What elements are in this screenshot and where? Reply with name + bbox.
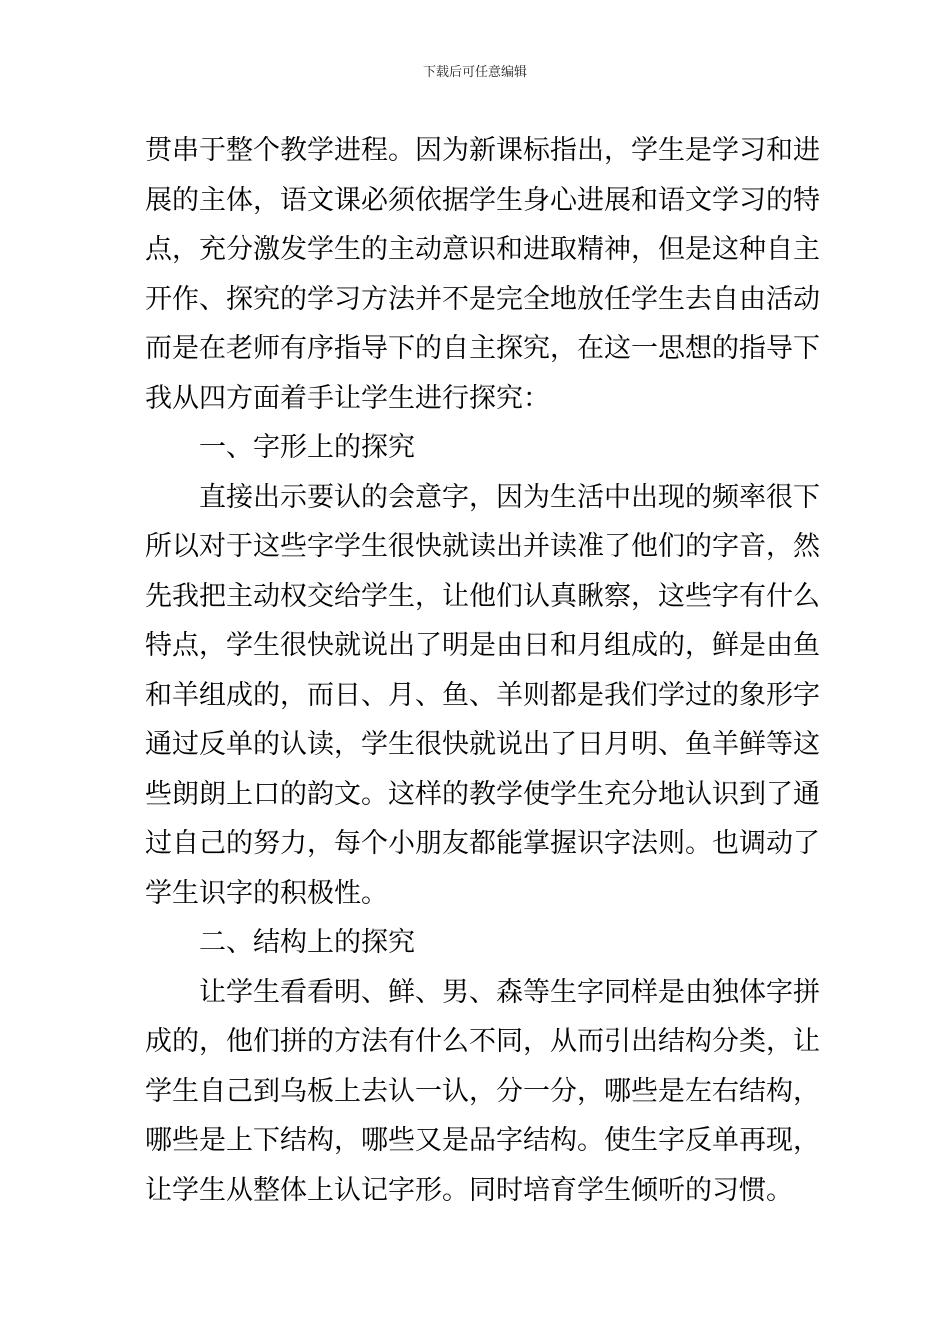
text-line: 些朗朗上口的韵文。这样的教学使学生充分地认识到了通 [145,778,820,810]
text-line: 点，充分激发学生的主动意识和进取精神，但是这种自主 [145,234,820,265]
text-line: 通过反单的认读，学生很快就说出了日月明、鱼羊鲜等这 [145,729,820,760]
text-line: 先我把主动权交给学生，让他们认真瞅察，这些字有什么 [145,580,820,612]
text-line: 特点，学生很快就说出了明是由日和月组成的，鲜是由鱼 [145,630,820,661]
text-line: 让学生看看明、鲜、男、森等生字同样是由独体字拼 [199,976,820,1008]
text-line: 所以对于这些字学生很快就读出并读准了他们的字音，然 [145,531,820,562]
section-heading: 二、结构上的探究 [199,927,415,958]
text-line: 开作、探究的学习方法并不是完全地放任学生去自由活动 [145,283,820,315]
document-body [145,126,820,1215]
text-line: 直接出示要认的会意字，因为生活中出现的频率很下 [199,481,820,513]
text-line: 贯串于整个教学进程。因为新课标指出，学生是学习和进 [145,135,820,166]
text-line: 学生识字的积极性。 [145,877,388,909]
text-line: 成的，他们拼的方法有什么不同，从而引出结构分类，让 [145,1026,820,1057]
text-line: 过自己的努力，每个小朋友都能掌握识字法则。也调动了 [145,828,820,859]
page-header: 下载后可任意编辑 [422,65,527,80]
text-line: 展的主体，语文课必须依据学生身心进展和语文学习的特 [145,184,820,216]
text-line: 而是在老师有序指导下的自主探究，在这一思想的指导下 [145,333,820,364]
text-line: 和羊组成的，而日、月、鱼、羊则都是我们学过的象形字 [145,679,820,711]
text-line: 学生自己到乌板上去认一认，分一分，哪些是左右结构， [145,1075,820,1107]
section-heading: 一、字形上的探究 [199,432,415,463]
text-line: 让学生从整体上认记字形。同时培育学生倾听的习惯。 [145,1174,793,1206]
text-line: 哪些是上下结构，哪些又是品字结构。使生字反单再现， [145,1125,820,1156]
text-line: 我从四方面着手让学生进行探究： [145,382,550,414]
